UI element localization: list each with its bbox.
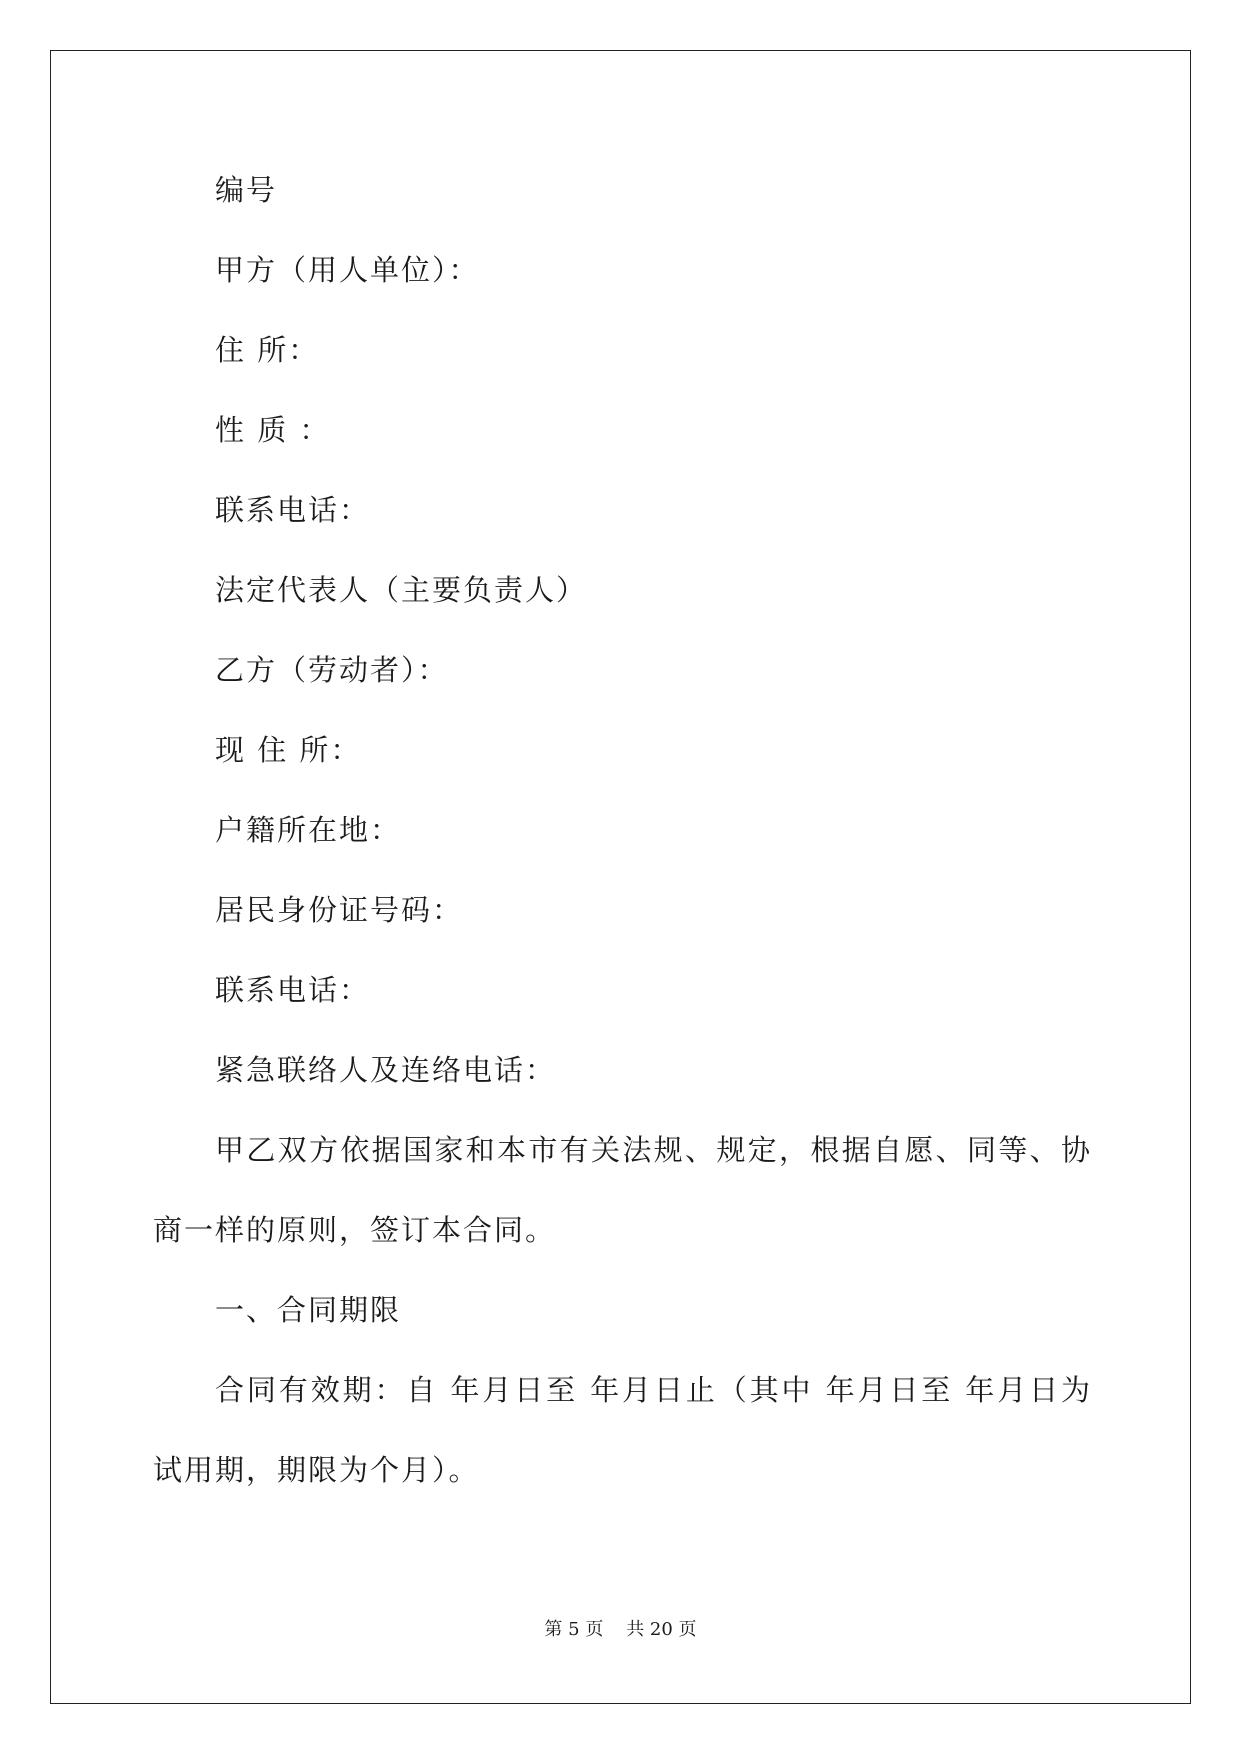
party-b-address-label: 现 住 所：: [215, 733, 362, 767]
party-a-nature-label: 性 质 ：: [215, 413, 331, 447]
preamble-line-1: 甲乙双方依据国家和本市有关法规、规定，根据自愿、同等、协: [215, 1133, 1090, 1167]
preamble-line-2: 商一样的原则，签订本合同。: [153, 1213, 557, 1247]
legal-representative-label: 法定代表人（主要负责人）: [215, 573, 588, 607]
party-a-address-label: 住 所：: [215, 333, 320, 367]
term-line-1: 合同有效期：自 年月日至 年月日止（其中 年月日至 年月日为: [215, 1373, 1090, 1407]
household-registration-label: 户籍所在地：: [215, 813, 402, 847]
term-line-2: 试用期，期限为个月）。: [153, 1453, 480, 1487]
party-b-label: 乙方（劳动者）：: [215, 653, 449, 687]
party-a-label: 甲方（用人单位）：: [215, 253, 480, 287]
section-heading-term: 一、合同期限: [215, 1293, 402, 1327]
party-a-phone-label: 联系电话：: [215, 493, 371, 527]
id-number-label: 居民身份证号码：: [215, 893, 464, 927]
page-number-footer: 第 5 页 共 20 页: [544, 1619, 697, 1640]
party-b-phone-label: 联系电话：: [215, 973, 371, 1007]
emergency-contact-label: 紧急联络人及连络电话：: [215, 1053, 557, 1087]
serial-number-label: 编号: [215, 173, 278, 207]
